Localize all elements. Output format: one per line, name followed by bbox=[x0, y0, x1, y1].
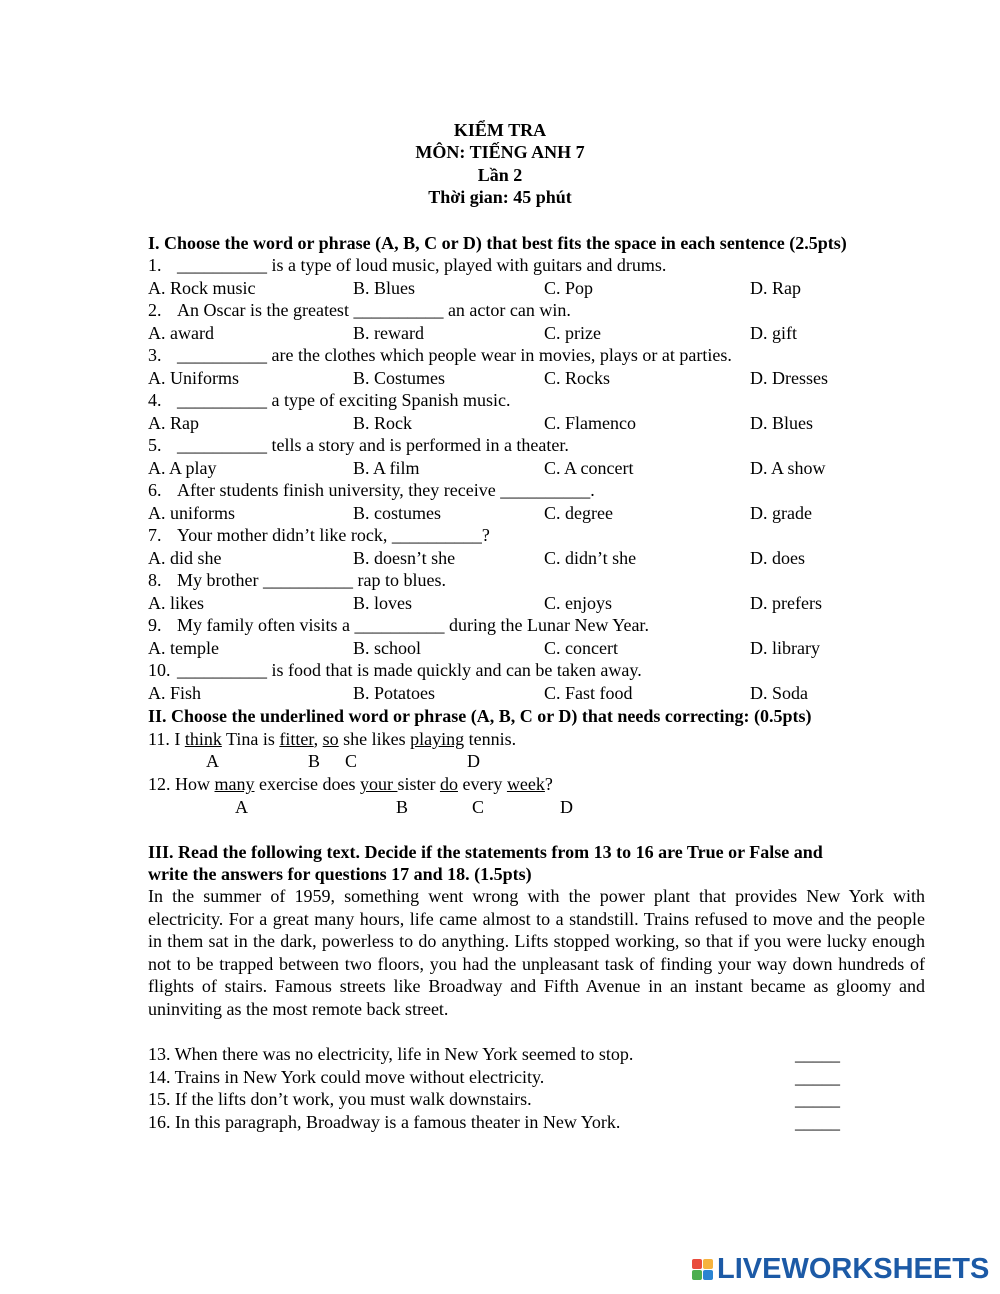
q7-option-b: B. doesn’t she bbox=[353, 548, 456, 568]
header-attempt: Lần 2 bbox=[477, 165, 523, 185]
question-8: 8. My brother __________ rap to blues. bbox=[148, 570, 446, 590]
q8-option-b: B. loves bbox=[353, 593, 413, 613]
q9-option-b: B. school bbox=[353, 638, 422, 658]
q2-option-d: D. gift bbox=[750, 323, 797, 343]
q5-option-d: D. A show bbox=[750, 458, 826, 478]
question-10: 10. __________ is food that is made quickly and can be taken away. bbox=[148, 660, 642, 680]
q5-option-b: B. A film bbox=[353, 458, 420, 478]
statement-13-answer-blank[interactable]: _____ bbox=[795, 1044, 840, 1064]
q1-option-d: D. Rap bbox=[750, 278, 801, 298]
q11-letter-a: A bbox=[206, 751, 219, 771]
q8-option-d: D. prefers bbox=[750, 593, 822, 613]
question-9: 9. My family often visits a __________ during the Lunar New Year. bbox=[148, 615, 649, 635]
q4-option-b: B. Rock bbox=[353, 413, 413, 433]
q12-letter-d: D bbox=[560, 797, 573, 817]
q7-option-a: A. did she bbox=[148, 548, 222, 568]
q7-option-c: C. didn’t she bbox=[544, 548, 637, 568]
q10-option-c: C. Fast food bbox=[544, 683, 633, 703]
question-3: 3. __________ are the clothes which people wear in movies, plays or at parties. bbox=[148, 345, 732, 365]
statement-16-answer-blank[interactable]: _____ bbox=[795, 1112, 840, 1132]
q6-option-a: A. uniforms bbox=[148, 503, 235, 523]
section3-title-line2: write the answers for questions 17 and 18. (1.5pts) bbox=[148, 864, 532, 884]
statement-15-answer-blank[interactable]: _____ bbox=[795, 1089, 840, 1109]
q9-option-a: A. temple bbox=[148, 638, 219, 658]
q1-option-c: C. Pop bbox=[544, 278, 594, 298]
statement-13: 13. When there was no electricity, life in New York seemed to stop. bbox=[148, 1044, 634, 1064]
q12-letter-b: B bbox=[396, 797, 409, 817]
statement-15: 15. If the lifts don’t work, you must walk downstairs. bbox=[148, 1089, 532, 1109]
section3-title-line1: III. Read the following text. Decide if the statements from 13 to 16 are True or False and bbox=[148, 842, 823, 862]
q4-option-d: D. Blues bbox=[750, 413, 813, 433]
q4-option-c: C. Flamenco bbox=[544, 413, 636, 433]
q7-option-d: D. does bbox=[750, 548, 805, 568]
q8-option-c: C. enjoys bbox=[544, 593, 613, 613]
question-5: 5. __________ tells a story and is performed in a theater. bbox=[148, 435, 569, 455]
q9-option-d: D. library bbox=[750, 638, 820, 658]
header-title: KIỂM TRA bbox=[453, 120, 547, 140]
q3-option-b: B. Costumes bbox=[353, 368, 446, 388]
question-2: 2. An Oscar is the greatest __________ an actor can win. bbox=[148, 300, 571, 320]
q12-letter-a: A bbox=[235, 797, 248, 817]
q4-option-a: A. Rap bbox=[148, 413, 199, 433]
question-6: 6. After students finish university, they receive __________. bbox=[148, 480, 595, 500]
q9-option-c: C. concert bbox=[544, 638, 618, 658]
q3-option-a: A. Uniforms bbox=[148, 368, 239, 388]
question-11: 11. I think Tina is fitter, so she likes playing tennis. bbox=[148, 729, 517, 749]
logo-text: LIVEWORKSHEETS bbox=[717, 1252, 990, 1285]
section2-title: II. Choose the underlined word or phrase (A, B, C or D) that needs correcting: (0.5pts) bbox=[148, 706, 812, 726]
q6-option-c: C. degree bbox=[544, 503, 613, 523]
q10-option-d: D. Soda bbox=[750, 683, 808, 703]
q2-option-b: B. reward bbox=[353, 323, 424, 343]
liveworksheets-logo bbox=[692, 1253, 989, 1285]
q1-option-a: A. Rock music bbox=[148, 278, 256, 298]
question-1: 1. __________ is a type of loud music, played with guitars and drums. bbox=[148, 255, 667, 275]
statement-14: 14. Trains in New York could move without electricity. bbox=[148, 1067, 545, 1087]
q11-letter-b: B bbox=[308, 751, 321, 771]
header-duration: Thời gian: 45 phút bbox=[428, 187, 572, 207]
question-4: 4. __________ a type of exciting Spanish music. bbox=[148, 390, 511, 410]
q2-option-a: A. award bbox=[148, 323, 214, 343]
section1-title: I. Choose the word or phrase (A, B, C or D) that best fits the space in each sentence (2.5pts) bbox=[148, 233, 847, 253]
reading-passage: In the summer of 1959, something went wrong with the power plant that provides New York with electricity. For a great many hours, life came almost to a standstill. Trains refused to move and the people in them sat in the dark, powerless to do anything. Lifts stopped working, so that if you were lucky enough not to be trapped between two floors, you had the unpleasant task of finding your way down hundreds of flights of stairs. Famous streets like Broadway and Fifth Avenue in an instant became as gloomy and uninviting as the most remote back street. bbox=[148, 886, 925, 1019]
q10-option-b: B. Potatoes bbox=[353, 683, 436, 703]
statement-14-answer-blank[interactable]: _____ bbox=[795, 1067, 840, 1087]
q1-option-b: B. Blues bbox=[353, 278, 416, 298]
question-7: 7. Your mother didn’t like rock, __________? bbox=[148, 525, 490, 545]
q8-option-a: A. likes bbox=[148, 593, 204, 613]
q11-letter-c: C bbox=[345, 751, 358, 771]
q10-option-a: A. Fish bbox=[148, 683, 202, 703]
q2-option-c: C. prize bbox=[544, 323, 601, 343]
q5-option-a: A. A play bbox=[148, 458, 217, 478]
q6-option-d: D. grade bbox=[750, 503, 812, 523]
question-12: 12. How many exercise does your sister do every week? bbox=[148, 774, 553, 794]
q3-option-d: D. Dresses bbox=[750, 368, 828, 388]
q3-option-c: C. Rocks bbox=[544, 368, 611, 388]
q12-letter-c: C bbox=[472, 797, 485, 817]
q6-option-b: B. costumes bbox=[353, 503, 441, 523]
q5-option-c: C. A concert bbox=[544, 458, 634, 478]
liveworksheets-logo-icon bbox=[692, 1259, 713, 1280]
q11-letter-d: D bbox=[467, 751, 480, 771]
header-subject: MÔN: TIẾNG ANH 7 bbox=[415, 142, 585, 162]
statement-16: 16. In this paragraph, Broadway is a famous theater in New York. bbox=[148, 1112, 621, 1132]
